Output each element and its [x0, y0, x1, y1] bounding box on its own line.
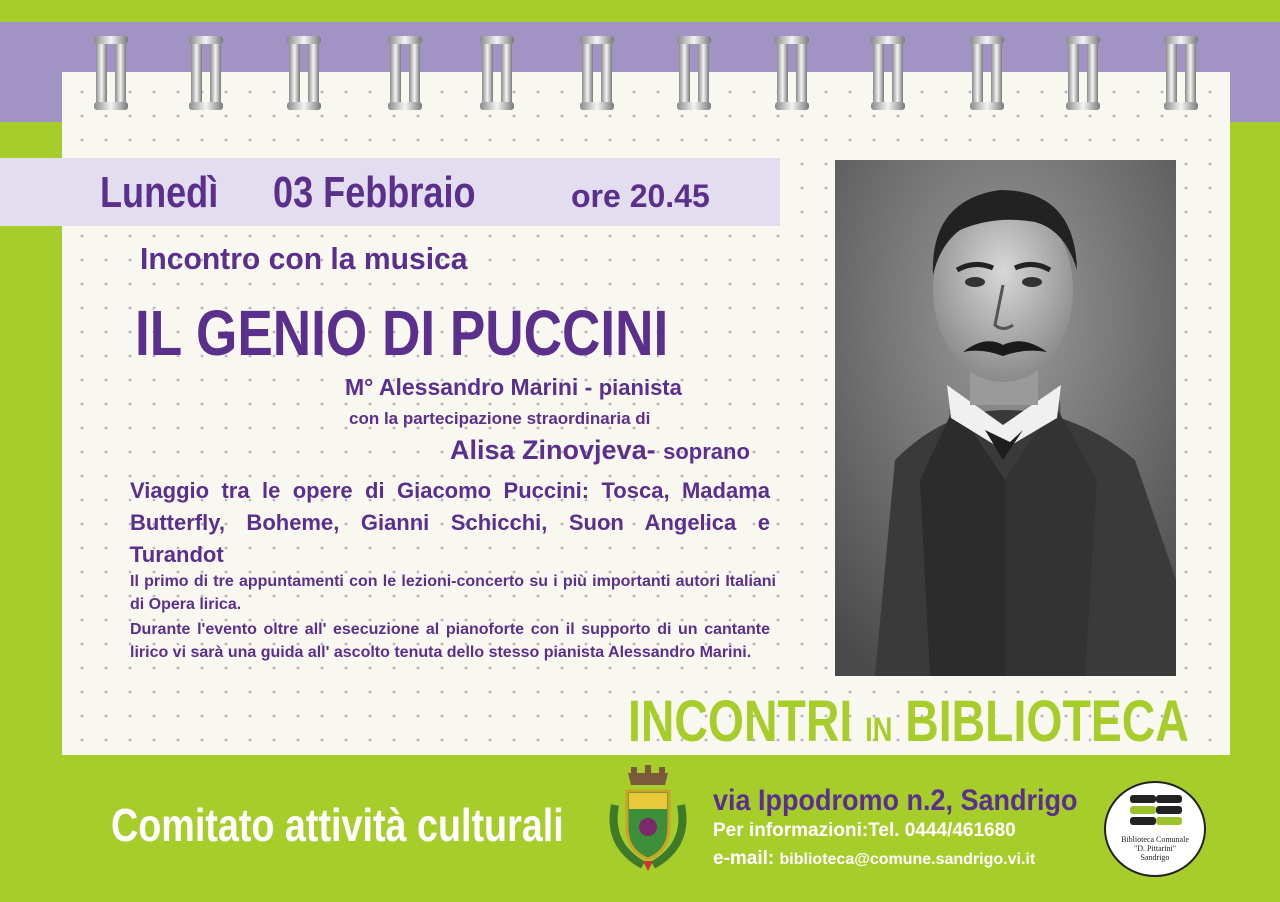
- participation-line: con la partecipazione straordinaria di: [349, 409, 651, 428]
- guest-name: Alisa Zinovjeva-: [450, 435, 656, 465]
- binder-ring: [1162, 34, 1200, 112]
- performer: [345, 374, 682, 401]
- performer-role: pianista: [598, 375, 682, 400]
- binder-ring: [675, 34, 713, 112]
- performer-name: M° Alessandro Marini -: [345, 374, 593, 400]
- committee-name: Comitato attività culturali: [111, 799, 564, 851]
- event-time: ore 20.45: [571, 178, 710, 214]
- email-line: [713, 848, 1035, 870]
- event-day: Lunedì: [100, 168, 219, 217]
- library-logo: [1104, 781, 1206, 877]
- event-subtitle: Incontro con la musica: [140, 241, 468, 276]
- binder-ring: [478, 34, 516, 112]
- guest: [450, 435, 750, 466]
- email-label: e-mail:: [713, 848, 775, 869]
- series-word-2: IN: [865, 711, 893, 749]
- binder-ring: [92, 34, 130, 112]
- phone-info: Per informazioni:Tel. 0444/461680: [713, 820, 1016, 841]
- binder-ring: [578, 34, 616, 112]
- event-date: 03 Febbraio: [273, 168, 476, 217]
- portrait-photo: [835, 160, 1176, 676]
- coat-of-arms-icon: [603, 765, 693, 875]
- logo-line-3: Sandrigo: [1140, 853, 1170, 862]
- logo-line-1: Biblioteca Comunale: [1121, 835, 1189, 844]
- binder-ring: [869, 34, 907, 112]
- guest-role: soprano: [663, 439, 750, 464]
- binder-ring: [386, 34, 424, 112]
- binder-ring: [1064, 34, 1102, 112]
- binder-ring: [968, 34, 1006, 112]
- email-address[interactable]: biblioteca@comune.sandrigo.vi.it: [779, 851, 1036, 868]
- books-icon: [1128, 793, 1184, 829]
- binder-ring: [773, 34, 811, 112]
- binder-rings: [0, 34, 1280, 114]
- description-2: Durante l'evento oltre all' esecuzione al pianoforte con il supporto di un cantante lirico vi sarà una guida all' ascolto tenuta dello stesso pianista Alessandro Marini.: [130, 621, 770, 661]
- address: via Ippodromo n.2, Sandrigo: [713, 784, 1078, 817]
- event-title: IL GENIO DI PUCCINI: [135, 297, 669, 369]
- series-word-3: BIBLIOTECA: [905, 689, 1189, 754]
- program-text: Viaggio tra le opere di Giacomo Puccini: Tosca, Madama Butterfly, Boheme, Gianni Schicchi, Suon Angelica e Turandot: [130, 478, 770, 567]
- series-title: [628, 688, 1280, 755]
- binder-ring: [187, 34, 225, 112]
- logo-line-2: "D. Pittarini": [1133, 844, 1177, 853]
- series-word-1: INCONTRI: [628, 689, 853, 754]
- portrait-illustration: [835, 160, 1176, 676]
- description-1: Il primo di tre appuntamenti con le lezioni-concerto su i più importanti autori Italiani di Opera lirica.: [130, 573, 776, 613]
- binder-ring: [285, 34, 323, 112]
